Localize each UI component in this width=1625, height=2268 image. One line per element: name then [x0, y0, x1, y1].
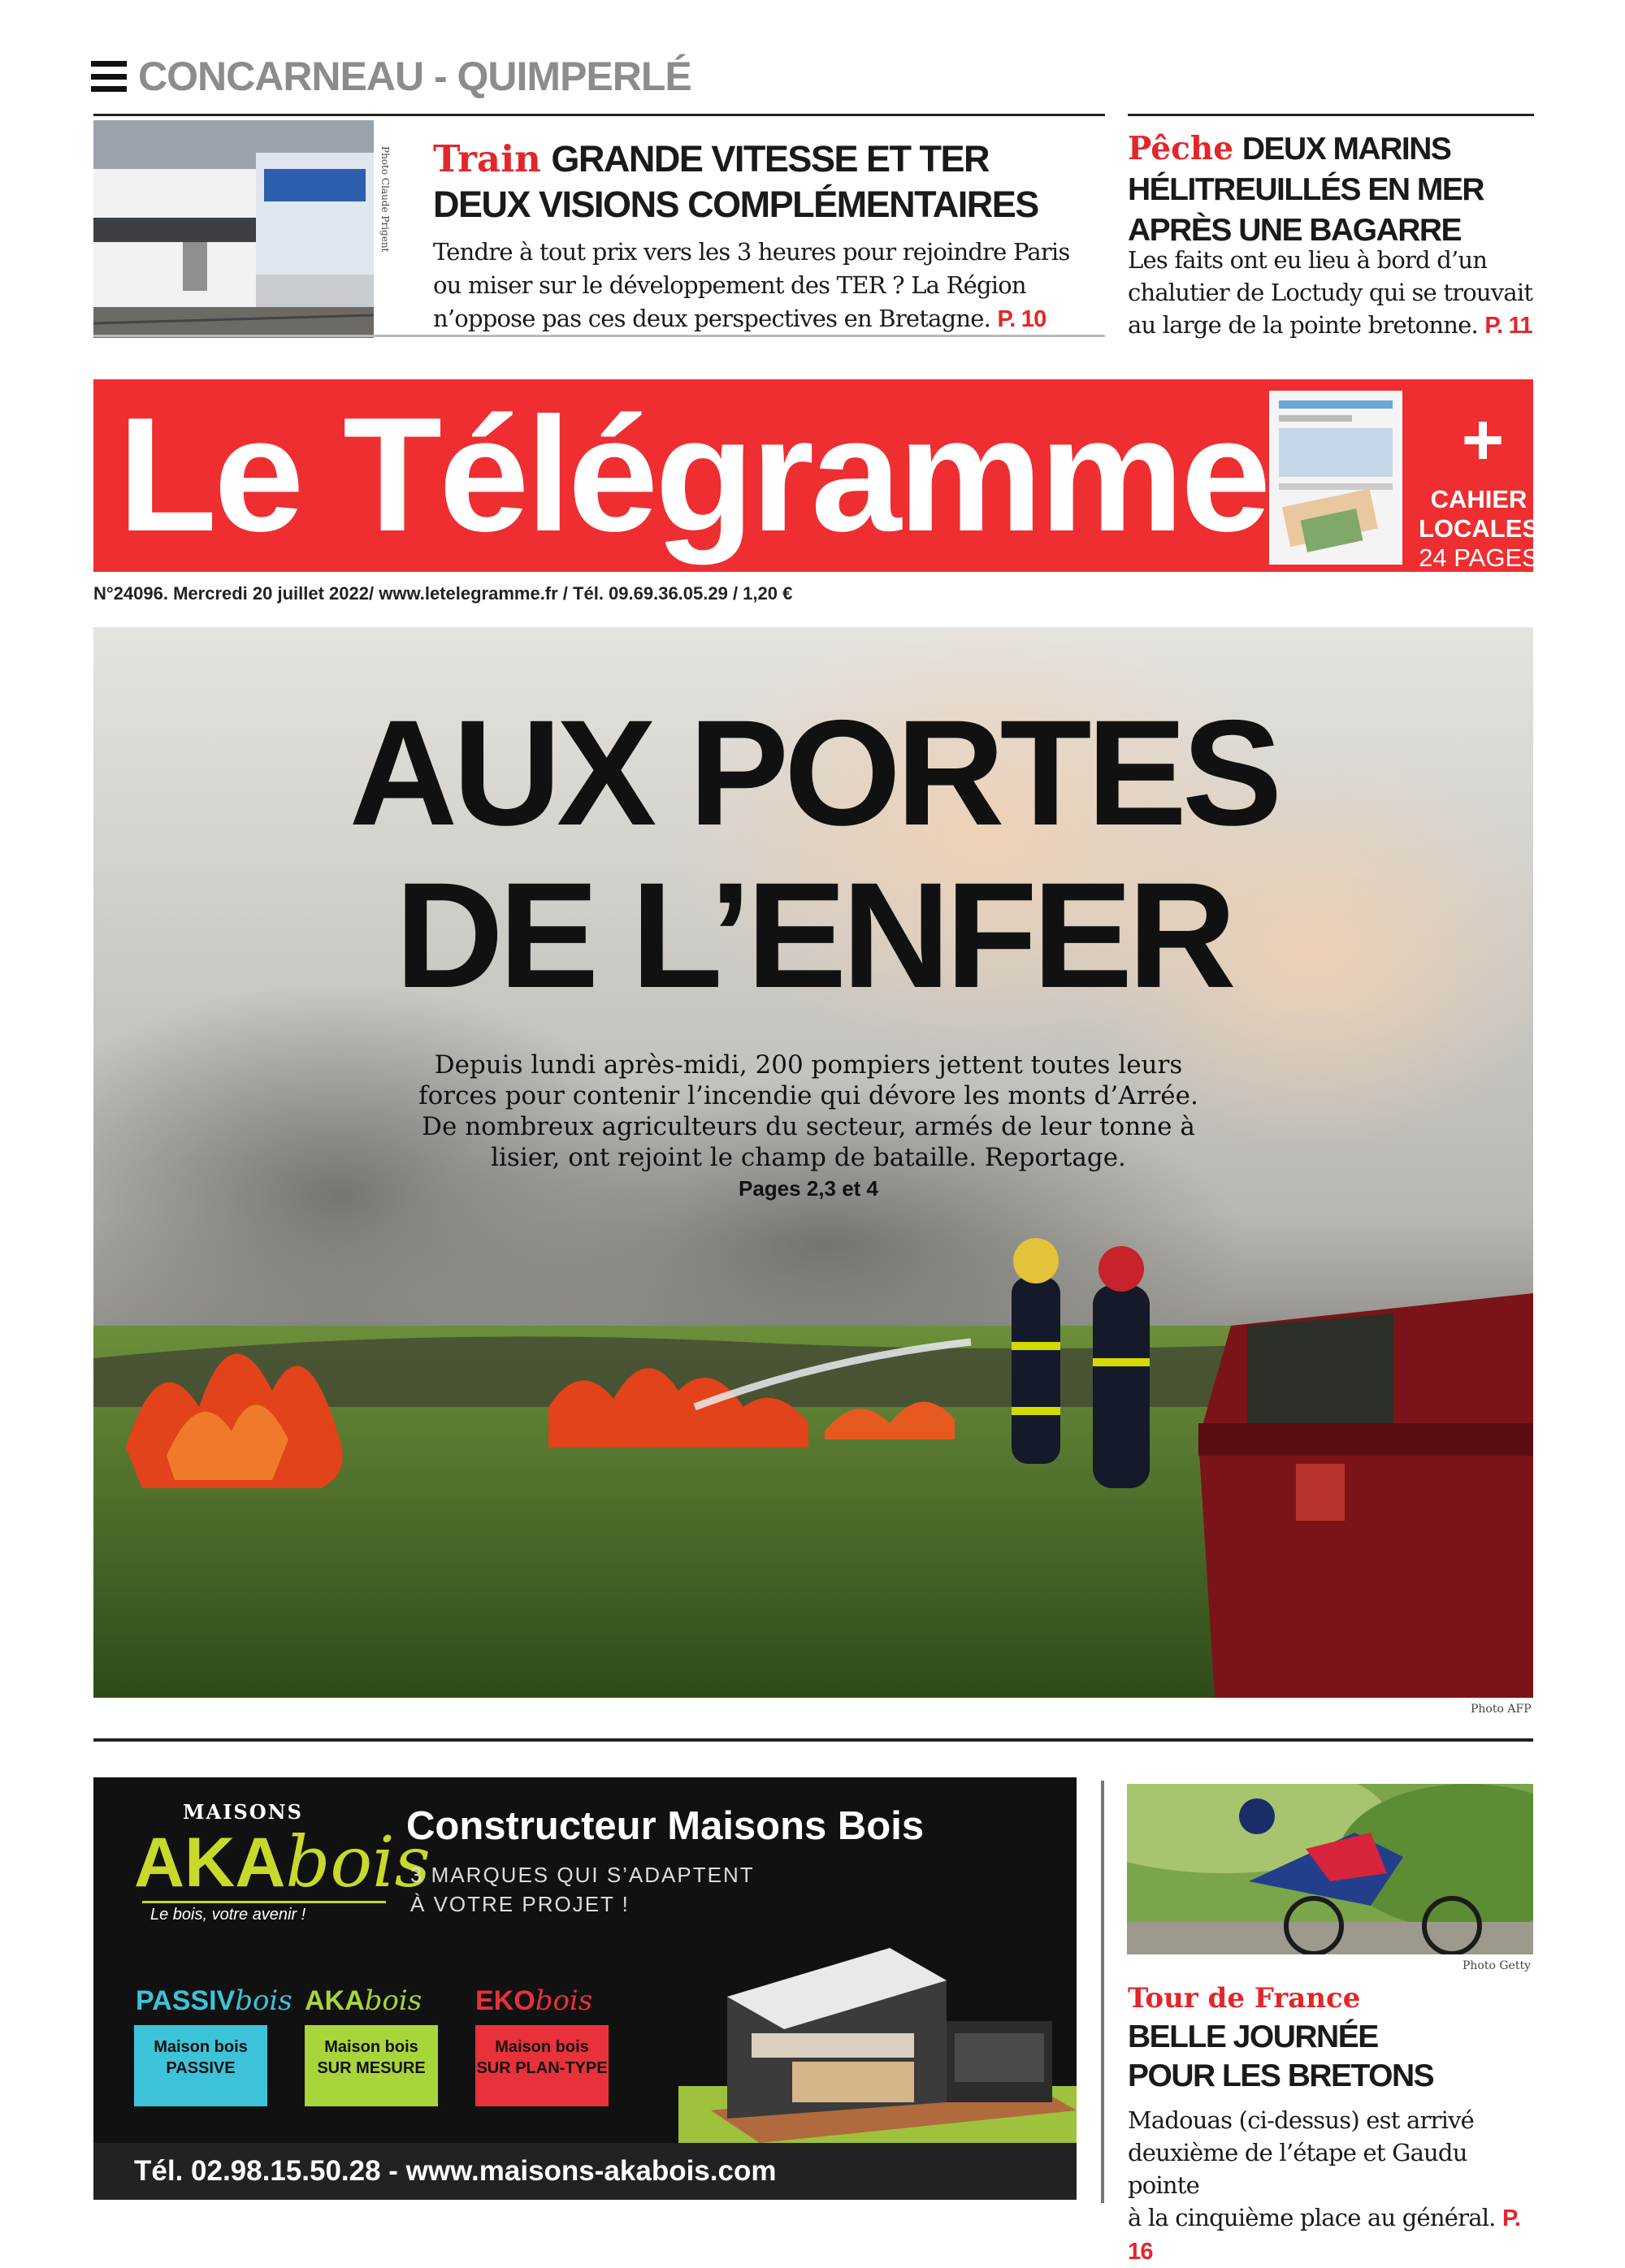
ad-logo-brand-a: AKA — [134, 1824, 286, 1902]
supplement-thumbnail — [1269, 391, 1402, 565]
column-divider — [1101, 1781, 1104, 2203]
ad-brand-akabois-line1: Maison bois — [324, 2038, 418, 2056]
hamburger-menu-icon[interactable] — [91, 61, 127, 92]
masthead-logo[interactable]: Le Télégramme — [118, 384, 1268, 565]
peche-kicker: Pêche — [1128, 130, 1234, 167]
hero-headline-line1: AUX PORTES — [349, 690, 1278, 857]
train-body-line1: Tendre à tout prix vers les 3 heures pour rejoindre Paris — [433, 238, 1070, 266]
ad-brand-passivbois-logo-b: bois — [235, 1984, 292, 2017]
section-divider — [93, 1738, 1533, 1742]
train-page-ref[interactable]: P. 10 — [997, 306, 1046, 332]
peche-headline-line3: APRÈS UNE BAGARRE — [1128, 213, 1462, 248]
ad-subtitle-line1: 3 MARQUES QUI S’ADAPTENT — [410, 1863, 755, 1887]
ad-title: Constructeur Maisons Bois — [406, 1804, 925, 1848]
ad-brand-ekobois-logo-a: EKO — [475, 1985, 535, 2016]
supplement-line3: 24 PAGES — [1419, 543, 1539, 572]
ad-brand-passivbois-line1: Maison bois — [154, 2038, 248, 2056]
ad-brand-ekobois-line1: Maison bois — [495, 2038, 589, 2056]
sport-photo — [1127, 1784, 1533, 1954]
ad-brand-ekobois-logo-b: bois — [535, 1984, 593, 2017]
ad-contact[interactable]: Tél. 02.98.15.50.28 - www.maisons-akabois.com — [93, 2143, 1077, 2200]
train-kicker: Train — [433, 137, 541, 180]
supplement-line2: LOCALES — [1418, 514, 1540, 543]
supplement-plus: + — [1461, 400, 1505, 481]
edition-bar — [91, 52, 691, 101]
ad-brand-passivbois-line2: PASSIVE — [166, 2059, 236, 2077]
peche-body-line1: Les faits ont eu lieu à bord d’un — [1128, 246, 1488, 274]
edition-name: CONCARNEAU - QUIMPERLÉ — [138, 54, 691, 99]
hero-story[interactable] — [93, 627, 1533, 1698]
ad-logo-brand-b: bois — [285, 1822, 431, 1903]
ad-house-image — [678, 1899, 1077, 2143]
ad-brand-akabois[interactable] — [305, 1984, 438, 2106]
train-body-line3: n’oppose pas ces deux perspectives en Bretagne. — [433, 305, 991, 332]
ad-brand-list — [134, 1984, 622, 2114]
sport-body-line2: deuxième de l’étape et Gaudu pointe — [1128, 2139, 1467, 2199]
train-photo-credit: Photo Claude Prigent — [379, 146, 391, 253]
hero-lede-line1: Depuis lundi après-midi, 200 pompiers jettent toutes leurs — [434, 1050, 1183, 1080]
train-headline-line2: DEUX VISIONS COMPLÉMENTAIRES — [433, 184, 1038, 225]
train-teaser[interactable] — [93, 114, 1105, 340]
ad-brand-akabois-box — [305, 2025, 438, 2106]
ad-brand-ekobois-box — [475, 2025, 609, 2106]
peche-body-line3: au large de la pointe bretonne. — [1128, 311, 1478, 339]
supplement-label — [1410, 485, 1548, 573]
hero-lede-line2: forces pour contenir l’incendie qui dévore les monts d’Arrée. — [418, 1081, 1198, 1110]
hero-page-ref[interactable]: Pages 2,3 et 4 — [739, 1176, 878, 1201]
sport-headline-line1: BELLE JOURNÉE — [1128, 2019, 1378, 2054]
hero-lede-line3: De nombreux agriculteurs du secteur, armés de leur tonne à — [422, 1112, 1195, 1141]
ad-logo-top: MAISONS — [183, 1800, 303, 1824]
sport-teaser[interactable] — [1128, 1982, 1534, 2268]
supplement-line1: CAHIER — [1430, 485, 1528, 513]
sport-photo-image — [1127, 1784, 1533, 1954]
hero-lede-line4: lisier, ont rejoint le champ de bataille. Reportage. — [491, 1143, 1126, 1172]
ad-brand-passivbois-logo-a: PASSIV — [136, 1985, 236, 2016]
ad-brand-ekobois[interactable] — [475, 1984, 609, 2106]
sport-headline-line2: POUR LES BRETONS — [1128, 2058, 1434, 2093]
hero-headline-line2: DE L’ENFER — [395, 852, 1232, 1019]
ad-logo — [134, 1822, 431, 1903]
ad-subtitle-line2: À VOTRE PROJET ! — [410, 1892, 630, 1916]
train-body-line2: ou miser sur le développement des TER ? La Région — [433, 271, 1026, 299]
peche-body-line2: chalutier de Loctudy qui se trouvait — [1128, 279, 1533, 306]
hero-photo-credit: Photo AFP — [1471, 1703, 1532, 1716]
ad-brand-passivbois[interactable] — [134, 1984, 292, 2106]
advertisement[interactable] — [93, 1777, 1077, 2200]
sport-body-line3: à la cinquième place au général. — [1128, 2204, 1496, 2231]
train-headline-line1: GRANDE VITESSE ET TER — [551, 138, 989, 180]
train-photo-image — [93, 120, 374, 338]
issue-line: N°24096. Mercredi 20 juillet 2022/ www.letelegramme.fr / Tél. 09.69.36.05.29 / 1,20 € — [93, 583, 793, 604]
sport-photo-credit: Photo Getty — [1462, 1959, 1531, 1972]
train-photo — [93, 120, 374, 338]
hero-headline — [93, 692, 1533, 1017]
sport-body-line1: Madouas (ci-dessus) est arrivé — [1128, 2106, 1475, 2134]
ad-brand-ekobois-line2: SUR PLAN-TYPE — [476, 2059, 608, 2077]
ad-brand-akabois-logo-b: bois — [364, 1984, 422, 2017]
ad-slogan: Le bois, votre avenir ! — [150, 1906, 306, 1924]
masthead — [93, 379, 1540, 572]
ad-brand-akabois-line2: SUR MESURE — [317, 2059, 426, 2077]
sport-kicker: Tour de France — [1128, 1982, 1361, 2015]
peche-page-ref[interactable]: P. 11 — [1484, 313, 1532, 339]
ad-brand-akabois-logo-a: AKA — [305, 1985, 365, 2016]
ad-brand-passivbois-box — [134, 2025, 267, 2106]
hero-lede — [402, 1050, 1215, 1204]
peche-headline-line1: DEUX MARINS — [1242, 132, 1451, 167]
supplement-thumbnail-image — [1271, 392, 1401, 563]
peche-teaser[interactable] — [1128, 114, 1534, 340]
peche-headline-line2: HÉLITREUILLÉS EN MER — [1128, 172, 1484, 207]
sport-page-ref[interactable]: P. 16 — [1128, 2205, 1521, 2265]
